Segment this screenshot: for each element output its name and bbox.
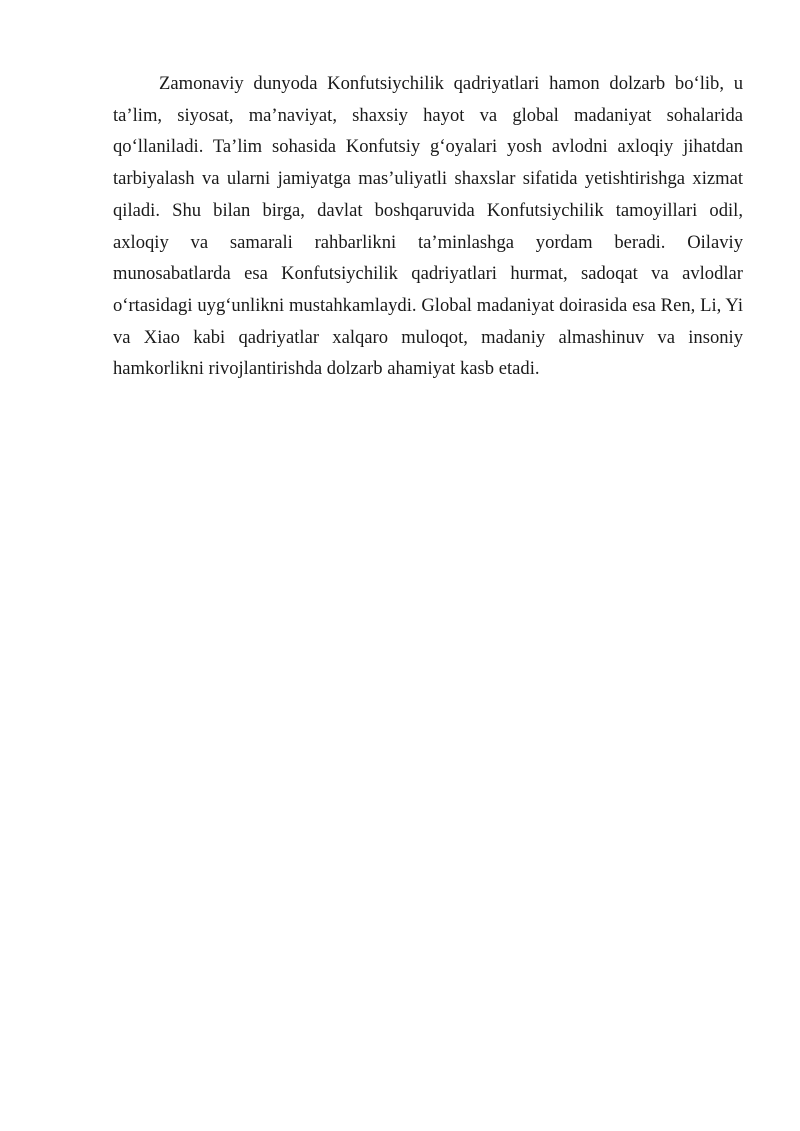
- body-paragraph: Zamonaviy dunyoda Konfutsiychilik qadriyatlari hamon dolzarb bo‘lib, u ta’lim, siyosat, ma’naviyat, shaxsiy hayot va global madaniyat sohalarida qo‘llaniladi. Ta’lim sohasida Konfutsiy g‘oyalari yosh avlodni axloqiy jihatdan tarbiyalash va ularni jamiyatga mas’uliyatli shaxslar sifatida yetishtirishga xizmat qiladi. Shu bilan birga, davlat boshqaruvida Konfutsiychilik tamoyillari odil, axloqiy va samarali rahbarlikni ta’minlashga yordam beradi. Oilaviy munosabatlarda esa Konfutsiychilik qadriyatlari hurmat, sadoqat va avlodlar o‘rtasidagi uyg‘unlikni mustahkamlaydi. Global madaniyat doirasida esa Ren, Li, Yi va Xiao kabi qadriyatlar xalqaro muloqot, madaniy almashinuv va insoniy hamkorlikni rivojlantirishda dolzarb ahamiyat kasb etadi.: [113, 73, 743, 380]
